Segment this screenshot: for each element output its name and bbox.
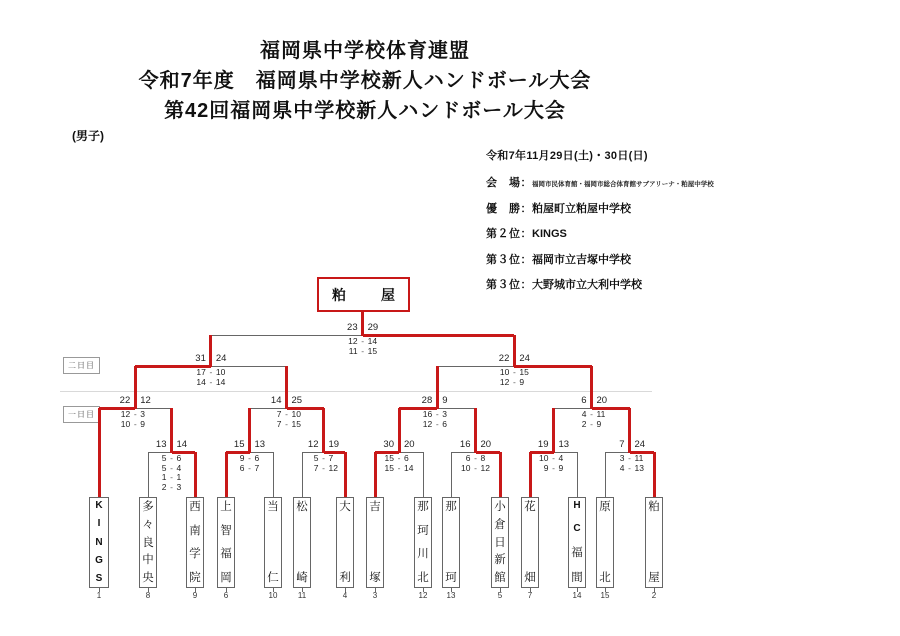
team-name-char: 新: [494, 554, 506, 567]
team-name-char: 花: [524, 501, 536, 513]
team-seed: 13: [446, 591, 456, 600]
team-name-char: 崎: [296, 572, 308, 584]
team-name-char: 福: [571, 547, 583, 559]
bracket-line: [134, 366, 137, 409]
title-edition: 第42回福岡県中学校新人ハンドボール大会: [164, 100, 566, 122]
team-box: [139, 497, 157, 588]
match-half-score: 5 - 6: [161, 453, 182, 463]
day-separator-line: [60, 391, 652, 392]
team-name-char: S: [95, 573, 103, 584]
match-half-score: 15 - 14: [384, 462, 414, 473]
team-name-char: 北: [417, 571, 429, 584]
bracket-line: [170, 408, 173, 453]
team-name-char: 院: [189, 571, 201, 584]
team-name-char: 南: [189, 524, 201, 537]
result-value: 粕屋町立粕屋中学校: [532, 202, 631, 215]
team-name-char: 倉: [494, 518, 506, 531]
match-half-score: 12 - 9: [499, 376, 525, 387]
team-name-char: 学: [189, 548, 201, 561]
team-box: [596, 497, 614, 588]
team-box: [442, 497, 460, 588]
match-half-score: 6 - 7: [239, 462, 260, 473]
team-seed: 3: [372, 591, 378, 600]
venue-row: [486, 174, 714, 190]
team-name-char: 岡: [220, 571, 232, 584]
match-total-score: 16 20: [459, 439, 492, 450]
team-name-char: I: [97, 518, 101, 530]
match-total-score: 19 13: [537, 439, 570, 450]
result-row-0: [486, 200, 714, 216]
result-row-2: [486, 251, 714, 267]
team-box: [414, 497, 432, 588]
team-name-char: C: [573, 523, 581, 534]
match-half-score: 10 - 12: [461, 462, 490, 473]
team-box: [264, 497, 282, 588]
results-summary: [486, 147, 714, 302]
team-seed: 5: [497, 591, 503, 600]
team-name-char: 川: [417, 548, 429, 561]
match-half-score: 2 - 9: [581, 418, 602, 429]
title-federation: 福岡県中学校体育連盟: [260, 40, 470, 62]
match-half-score: 1 - 1: [161, 472, 182, 483]
bracket-line: [552, 408, 555, 453]
team-name-char: 中: [142, 554, 154, 567]
team-name-char: 智: [220, 524, 232, 537]
match-half-score: 11 - 15: [348, 345, 378, 356]
title-tournament: 令和7年度 福岡県中学校新人ハンドボール大会: [138, 70, 592, 92]
team-box: [293, 497, 311, 588]
team-name-char: 粕: [648, 501, 660, 513]
team-name-char: 小: [494, 501, 506, 513]
match-total-score: 28 9: [421, 395, 448, 406]
result-label: 優 勝：: [486, 202, 532, 215]
team-seed: 2: [651, 591, 657, 600]
match-half-score: 4 - 13: [619, 462, 644, 473]
day1-label: 一日目: [63, 406, 100, 423]
team-seed: 12: [418, 591, 428, 600]
bracket-line: [513, 335, 516, 367]
team-name-char: 当: [267, 501, 279, 513]
match-half-score: 12 - 6: [422, 418, 447, 429]
match-half-score: 9 - 6: [239, 453, 260, 463]
bracket-line: [628, 408, 631, 453]
team-name-char: G: [95, 554, 103, 566]
team-seed: 1: [96, 591, 102, 600]
team-name-char: 那: [445, 501, 457, 513]
match-half-score: 10 - 15: [499, 367, 529, 377]
team-name-char: 塚: [369, 572, 381, 584]
team-box: [491, 497, 509, 588]
match-total-score: 30 20: [383, 439, 415, 450]
team-name-char: H: [573, 500, 581, 511]
division-label: (男子): [72, 129, 104, 143]
match-total-score: 31 24: [195, 353, 227, 364]
team-name-char: 々: [142, 518, 154, 531]
match-half-score: 5 - 7: [313, 453, 334, 463]
bracket-line: [98, 408, 101, 497]
team-seed: 4: [342, 591, 348, 600]
team-seed: 15: [600, 591, 610, 600]
match-half-score: 10 - 4: [539, 453, 564, 463]
match-total-score: 12 19: [307, 439, 340, 450]
result-label: 第３位：: [486, 253, 532, 266]
match-half-score: 10 - 9: [120, 418, 145, 429]
team-name-char: 珂: [417, 524, 429, 537]
result-label: 第３位：: [486, 279, 532, 291]
match-half-score: 2 - 3: [161, 481, 182, 492]
match-half-score: 17 - 10: [196, 367, 226, 377]
team-seed: 9: [192, 591, 198, 600]
bracket-line: [285, 366, 288, 409]
team-name-char: 那: [417, 501, 429, 513]
team-name-char: 珂: [445, 572, 457, 584]
team-name-char: 西: [189, 501, 201, 513]
result-value: 福岡市立吉塚中学校: [532, 253, 631, 266]
team-name-char: 良: [142, 536, 154, 549]
page-title: [0, 36, 730, 126]
champion-name-char: 粕: [332, 286, 346, 303]
team-name-char: 央: [142, 572, 154, 584]
result-value: 大野城市立大利中学校: [532, 279, 642, 291]
result-row-1: [486, 225, 714, 241]
team-name-char: 利: [339, 572, 351, 584]
venue-value: 福岡市民体育館・福岡市総合体育館サブアリーナ・粕屋中学校: [532, 181, 714, 188]
match-half-score: 7 - 15: [276, 418, 301, 429]
bracket-line: [398, 408, 401, 453]
team-box: [217, 497, 235, 588]
team-name-char: 吉: [369, 501, 381, 513]
match-half-score: 5 - 4: [161, 462, 182, 473]
match-half-score: 14 - 14: [196, 376, 226, 387]
team-box: [521, 497, 539, 588]
team-name-char: 仁: [267, 572, 279, 584]
match-total-score: 13 14: [155, 439, 188, 450]
team-name-char: 上: [220, 501, 232, 513]
match-total-score: 7 24: [619, 439, 646, 450]
event-dates: 令和7年11月29日(土)・30日(日): [486, 150, 648, 162]
match-half-score: 15 - 6: [384, 453, 409, 463]
team-name-char: 北: [599, 572, 611, 584]
team-name-char: 間: [571, 572, 583, 584]
team-seed: 10: [268, 591, 278, 600]
match-half-score: 9 - 9: [543, 462, 564, 473]
team-name-char: 屋: [648, 572, 660, 584]
bracket-line: [248, 408, 251, 453]
bracket-line: [436, 366, 439, 409]
match-half-score: 12 - 3: [120, 409, 145, 419]
result-label: 第２位：: [486, 228, 532, 240]
team-seed: 8: [145, 591, 151, 600]
bracket-line: [209, 335, 212, 367]
match-half-score: 16 - 3: [422, 409, 447, 419]
bracket-line: [590, 366, 593, 409]
team-name-char: N: [95, 536, 103, 548]
team-box: [366, 497, 384, 588]
match-half-score: 7 - 10: [276, 409, 301, 419]
match-total-score: 22 12: [119, 395, 151, 406]
team-box: [186, 497, 204, 588]
team-box: [645, 497, 663, 588]
match-half-score: 3 - 11: [619, 453, 644, 463]
team-name-char: 多: [142, 501, 154, 513]
team-name-char: 館: [494, 572, 506, 584]
match-total-score: 23 29: [347, 322, 379, 333]
team-seed: 14: [572, 591, 582, 600]
team-name-char: 大: [339, 501, 351, 513]
team-name-char: 日: [494, 536, 506, 549]
team-name-char: 福: [220, 548, 232, 561]
bracket-line: [361, 312, 364, 336]
result-row-3: [486, 276, 714, 292]
bracket-line: [474, 408, 477, 453]
team-name-char: K: [95, 500, 103, 511]
team-box: [89, 497, 109, 588]
match-half-score: 12 - 14: [348, 336, 378, 346]
match-half-score: 7 - 12: [313, 462, 338, 473]
match-half-score: 6 - 8: [465, 453, 486, 463]
team-name-char: 畑: [524, 572, 536, 584]
team-name-char: 原: [599, 501, 611, 513]
match-total-score: 15 13: [233, 439, 266, 450]
match-total-score: 22 24: [498, 353, 530, 364]
venue-label: 会 場：: [486, 177, 532, 189]
team-name-char: 松: [296, 501, 308, 513]
day2-label: 二日目: [63, 357, 100, 374]
team-box: [568, 497, 586, 588]
match-half-score: 4 - 11: [581, 409, 606, 419]
champion-name-char: 屋: [381, 286, 395, 303]
result-value: KINGS: [532, 228, 567, 240]
team-seed: 6: [223, 591, 229, 600]
team-seed: 7: [527, 591, 533, 600]
bracket-line: [322, 408, 325, 453]
team-box: [336, 497, 354, 588]
champion-box: [317, 277, 410, 312]
match-total-score: 6 20: [581, 395, 608, 406]
team-seed: 11: [297, 591, 307, 600]
match-total-score: 14 25: [270, 395, 303, 406]
